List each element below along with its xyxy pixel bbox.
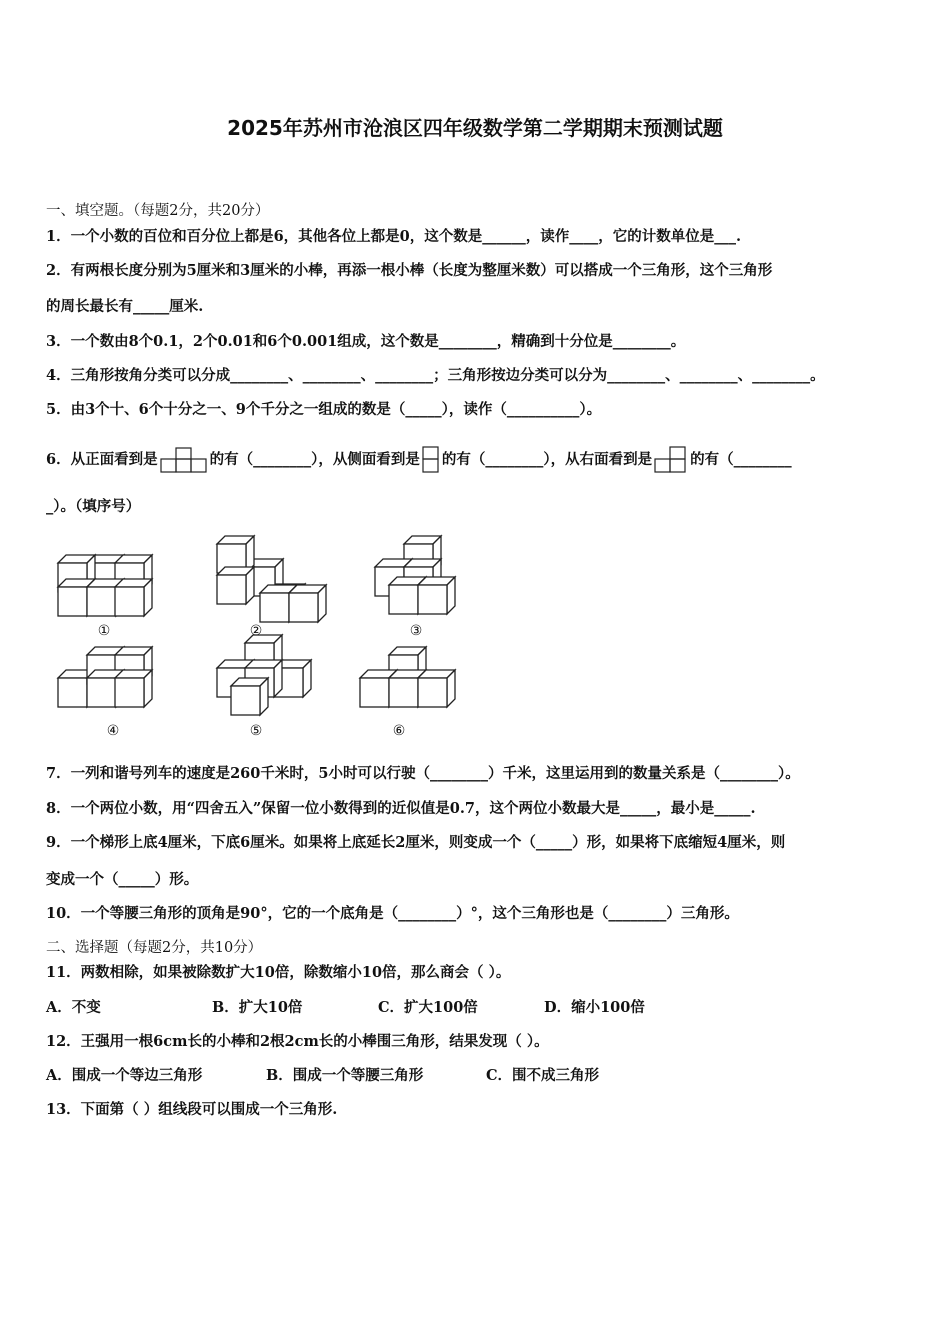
q12-option-c: C．围不成三角形 xyxy=(486,1067,600,1084)
question-3: 3．一个数由8个0.1，2个0.01和6个0.001组成，这个数是________，精确到十分位是________。 xyxy=(46,333,686,350)
q11-option-c: C．扩大100倍 xyxy=(378,999,478,1016)
cube-figures xyxy=(46,533,486,743)
figure-label-3: ③ xyxy=(409,623,423,639)
question-4: 4．三角形按角分类可以分成________、________、________；三角形按边分类可以分为________、________、________。 xyxy=(46,367,825,384)
figure-1-drawing xyxy=(58,555,152,616)
question-12: 12．王强用一根6cm长的小棒和2根2cm长的小棒围三角形，结果发现（ ）。 xyxy=(46,1033,549,1050)
question-9-line-1: 9．一个梯形上底4厘米，下底6厘米。如果将上底延长2厘米，则变成一个（_____）形，如果将下底缩短4厘米，则 xyxy=(46,834,786,851)
figure-2-drawing xyxy=(217,536,326,622)
question-12-options xyxy=(46,1066,599,1086)
question-2-line-2: 的周长最长有_____厘米. xyxy=(46,298,204,315)
figure-4-drawing xyxy=(58,647,152,707)
figure-5-drawing xyxy=(217,635,311,715)
q11-option-d: D．缩小100倍 xyxy=(544,999,645,1016)
question-8: 8．一个两位小数，用“四舍五入”保留一位小数得到的近似值是0.7，这个两位小数最大是_____，最小是_____. xyxy=(46,800,756,817)
question-7: 7．一列和谐号列车的速度是260千米时，5小时可以行驶（________）千米，这里运用到的数量关系是（________）。 xyxy=(46,765,800,782)
front-view-icon xyxy=(160,447,208,473)
section-heading-fill-in: 一、填空题。（每题2分，共20分） xyxy=(46,203,270,219)
question-1: 1．一个小数的百位和百分位上都是6，其他各位上都是0，这个数是______，读作____，它的计数单位是___. xyxy=(46,228,742,245)
figure-label-6: ⑥ xyxy=(392,723,406,739)
q11-option-b: B．扩大10倍 xyxy=(212,999,303,1016)
question-10: 10．一个等腰三角形的顶角是90°，它的一个底角是（________）°，这个三角形也是（________）三角形。 xyxy=(46,905,739,922)
question-6-line-1 xyxy=(46,446,792,474)
question-6-part-1: 6．从正面看到是 xyxy=(46,451,158,468)
q12-option-b: B．围成一个等腰三角形 xyxy=(266,1067,424,1084)
question-6-part-3: 的有（________），从右面看到是 xyxy=(441,451,653,468)
q11-option-a: A．不变 xyxy=(46,999,101,1016)
figure-6-drawing xyxy=(360,647,455,707)
q12-option-a: A．围成一个等边三角形 xyxy=(46,1067,203,1084)
figure-3-drawing xyxy=(375,536,455,614)
question-2-line-1: 2．有两根长度分别为5厘米和3厘米的小棒，再添一根小棒（长度为整厘米数）可以搭成一个三角形，这个三角形 xyxy=(46,262,773,279)
side-view-icon xyxy=(422,446,440,474)
question-5: 5．由3个十、6个十分之一、9个千分之一组成的数是（_____），读作（__________）。 xyxy=(46,401,602,418)
section-heading-choice: 二、选择题（每题2分，共10分） xyxy=(46,940,263,956)
figure-label-2: ② xyxy=(249,623,263,639)
question-11: 11．两数相除，如果被除数扩大10倍，除数缩小10倍，那么商会（ ）。 xyxy=(46,964,511,981)
figure-label-4: ④ xyxy=(106,723,120,739)
figure-label-1: ① xyxy=(97,623,111,639)
figure-label-5: ⑤ xyxy=(249,723,263,739)
question-11-options xyxy=(46,998,645,1018)
question-13: 13．下面第（ ）组线段可以围成一个三角形. xyxy=(46,1101,338,1118)
question-9-line-2: 变成一个（_____）形。 xyxy=(46,871,199,888)
question-6-part-2: 的有（________），从侧面看到是 xyxy=(209,451,420,468)
right-view-icon xyxy=(654,446,688,474)
page-title: 2025年苏州市沧浪区四年级数学第二学期期末预测试题 xyxy=(227,116,723,140)
question-6-line-2: _）。（填序号） xyxy=(46,498,141,515)
question-6-part-4: 的有（________ xyxy=(690,451,792,468)
